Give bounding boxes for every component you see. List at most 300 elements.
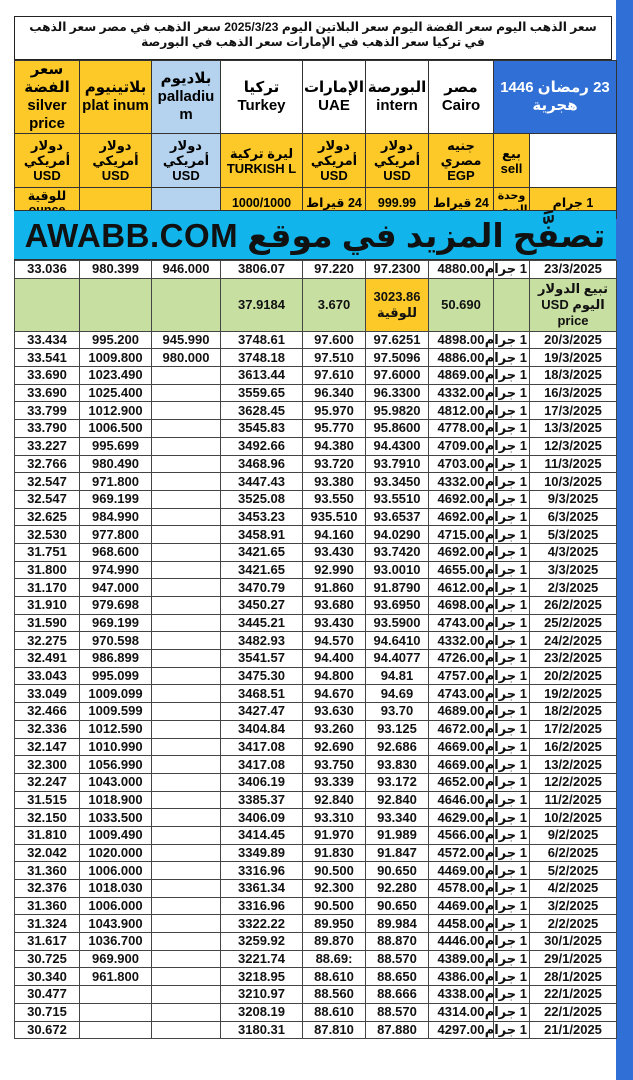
cell-bourse: 93.340 [366, 809, 429, 827]
cell-uae: 92.300 [303, 880, 366, 898]
cell-bourse: 94.4300 [366, 437, 429, 455]
header-palladium: بلاديوم palladiu m [152, 61, 221, 134]
cell-silver: 30.477 [15, 986, 80, 1004]
currency-bourse: دولار أمريكي USD [366, 134, 429, 188]
cell-palladium [152, 915, 221, 933]
cell-turkey: 3361.34 [221, 880, 303, 898]
cell-unit: 1 جرام [494, 331, 530, 349]
cell-bourse: 91.8790 [366, 579, 429, 597]
cell-palladium [152, 437, 221, 455]
cell-uae: 93.750 [303, 756, 366, 774]
cell-turkey: 3470.79 [221, 579, 303, 597]
cell-uae: 94.400 [303, 650, 366, 668]
cell-unit: 1 جرام [494, 915, 530, 933]
unit-bourse: 999.99 [366, 188, 429, 219]
cell-silver: 33.541 [15, 349, 80, 367]
header-silver: سعر الفضة silver price [15, 61, 80, 134]
table-row [15, 1021, 617, 1039]
cell-cairo: 4655.00 [429, 561, 494, 579]
cell-bourse: 88.870 [366, 933, 429, 951]
cell-turkey: 3406.19 [221, 773, 303, 791]
cell-date: 23/3/2025 [530, 261, 617, 279]
cell-date: 9/2/2025 [530, 826, 617, 844]
table-row [15, 791, 617, 809]
cell-platinum: 1018.900 [80, 791, 152, 809]
cell-turkey: 3417.08 [221, 738, 303, 756]
cell-date: 13/2/2025 [530, 756, 617, 774]
cell-silver: 33.434 [15, 331, 80, 349]
cell-turkey: 3421.65 [221, 561, 303, 579]
cell-turkey: 3427.47 [221, 703, 303, 721]
cell-cairo: 4314.00 [429, 1003, 494, 1021]
cell-palladium [152, 933, 221, 951]
cell-turkey: 3208.19 [221, 1003, 303, 1021]
table-row [15, 950, 617, 968]
cell-palladium [152, 561, 221, 579]
cell-date: 19/3/2025 [530, 349, 617, 367]
cell-date: 12/3/2025 [530, 437, 617, 455]
cell-bourse: 89.984 [366, 915, 429, 933]
cell-uae: 94.380 [303, 437, 366, 455]
cell-bourse: 93.6537 [366, 508, 429, 526]
cell-cairo: 4566.00 [429, 826, 494, 844]
cell-platinum: 961.800 [80, 968, 152, 986]
cell-silver: 31.617 [15, 933, 80, 951]
table-row [15, 508, 617, 526]
cell-platinum: 977.800 [80, 526, 152, 544]
cell-uae: 93.430 [303, 543, 366, 561]
cell-uae: 94.160 [303, 526, 366, 544]
cell-unit: 1 جرام [494, 826, 530, 844]
cell-bourse: 94.0290 [366, 526, 429, 544]
cell-silver: 31.590 [15, 614, 80, 632]
cell-unit: 1 جرام [494, 597, 530, 615]
cell-palladium [152, 1021, 221, 1039]
cell-cairo: 4689.00 [429, 703, 494, 721]
cell-bourse: 97.2300 [366, 261, 429, 279]
cell-silver: 33.043 [15, 667, 80, 685]
cell-palladium [152, 968, 221, 986]
cell-silver: 31.800 [15, 561, 80, 579]
cell-palladium [152, 826, 221, 844]
cell-platinum: 1012.900 [80, 402, 152, 420]
cell-cairo: 4669.00 [429, 756, 494, 774]
cell-date: 30/1/2025 [530, 933, 617, 951]
cell-cairo: 4646.00 [429, 791, 494, 809]
cell-turkey: 3559.65 [221, 384, 303, 402]
cell-uae: 95.770 [303, 420, 366, 438]
cell-bourse: 94.6410 [366, 632, 429, 650]
cell-bourse: 96.3300 [366, 384, 429, 402]
usd-price-cairo: 50.690 [429, 278, 494, 331]
cell-uae: 89.950 [303, 915, 366, 933]
cell-platinum: 1006.000 [80, 862, 152, 880]
unit-cairo: 24 قيراط [429, 188, 494, 219]
currency-palladium: دولار أمريكي USD [152, 134, 221, 188]
cell-bourse: 94.81 [366, 667, 429, 685]
table-row [15, 933, 617, 951]
cell-palladium [152, 367, 221, 385]
currency-turkey: ليرة تركية TURKISH L [221, 134, 303, 188]
cell-platinum [80, 986, 152, 1004]
cell-unit: 1 جرام [494, 968, 530, 986]
cell-cairo: 4332.00 [429, 384, 494, 402]
cell-palladium [152, 490, 221, 508]
cell-unit: 1 جرام [494, 933, 530, 951]
cell-cairo: 4886.00 [429, 349, 494, 367]
header-uae: الإمارات UAE [303, 61, 366, 134]
cell-date: 20/3/2025 [530, 331, 617, 349]
cell-turkey: 3450.27 [221, 597, 303, 615]
cell-palladium [152, 862, 221, 880]
cell-bourse: 87.880 [366, 1021, 429, 1039]
cell-unit: 1 جرام [494, 667, 530, 685]
cell-turkey: 3453.23 [221, 508, 303, 526]
cell-turkey: 3445.21 [221, 614, 303, 632]
cell-unit: 1 جرام [494, 543, 530, 561]
cell-silver: 32.336 [15, 720, 80, 738]
table-row [15, 844, 617, 862]
cell-silver: 33.049 [15, 685, 80, 703]
page-title: سعر الذهب اليوم سعر الفضة اليوم سعر البلاتين اليوم 2025/3/23 سعر الذهب في مصر سعر الذهب في تركيا سعر الذهب في الإمارات سعر الذهب في البورصة [14, 16, 612, 60]
cell-cairo: 4338.00 [429, 986, 494, 1004]
cell-unit: 1 جرام [494, 402, 530, 420]
cell-uae: 89.870 [303, 933, 366, 951]
cell-bourse: 95.9820 [366, 402, 429, 420]
table-row [15, 331, 617, 349]
unit-silver: للوقية [15, 188, 80, 219]
cell-platinum: 1009.490 [80, 826, 152, 844]
cell-uae: 91.830 [303, 844, 366, 862]
cell-cairo: 4332.00 [429, 632, 494, 650]
cell-platinum: 995.099 [80, 667, 152, 685]
cell-date: 16/2/2025 [530, 738, 617, 756]
cell-bourse: 93.6950 [366, 597, 429, 615]
cell-cairo: 4469.00 [429, 862, 494, 880]
cell-silver: 32.530 [15, 526, 80, 544]
header-cairo: مصر Cairo [429, 61, 494, 134]
table-row [15, 402, 617, 420]
cell-platinum: 1018.030 [80, 880, 152, 898]
cell-platinum: 995.699 [80, 437, 152, 455]
cell-uae: 92.690 [303, 738, 366, 756]
cell-turkey: 3385.37 [221, 791, 303, 809]
cell-uae: 97.610 [303, 367, 366, 385]
cell-date: 12/2/2025 [530, 773, 617, 791]
cell-turkey: 3468.51 [221, 685, 303, 703]
cell-unit: 1 جرام [494, 614, 530, 632]
cell-date: 23/2/2025 [530, 650, 617, 668]
cell-bourse: 93.3450 [366, 473, 429, 491]
cell-unit: 1 جرام [494, 862, 530, 880]
usd-price-unit [494, 278, 530, 331]
cell-date: 29/1/2025 [530, 950, 617, 968]
cell-platinum: 1056.990 [80, 756, 152, 774]
cell-palladium: 945.990 [152, 331, 221, 349]
cell-silver: 32.547 [15, 473, 80, 491]
cell-silver: 30.725 [15, 950, 80, 968]
header-hijri-date: 23 رمضان 1446 هجرية [494, 61, 617, 134]
cell-platinum [80, 1021, 152, 1039]
cell-bourse: 93.7420 [366, 543, 429, 561]
cell-platinum: 979.698 [80, 597, 152, 615]
cell-platinum: 1043.000 [80, 773, 152, 791]
cell-silver: 31.910 [15, 597, 80, 615]
cell-unit: 1 جرام [494, 756, 530, 774]
cell-cairo: 4692.00 [429, 508, 494, 526]
cell-uae: 93.630 [303, 703, 366, 721]
cell-unit: 1 جرام [494, 703, 530, 721]
cell-cairo: 4652.00 [429, 773, 494, 791]
cell-platinum: 995.200 [80, 331, 152, 349]
header-row-currencies [15, 134, 617, 188]
table-row [15, 915, 617, 933]
table-row [15, 526, 617, 544]
cell-unit: 1 جرام [494, 791, 530, 809]
cell-silver: 33.690 [15, 367, 80, 385]
cell-platinum: 970.598 [80, 632, 152, 650]
cell-silver: 33.036 [15, 261, 80, 279]
table-row [15, 384, 617, 402]
usd-price-silver [15, 278, 80, 331]
cell-turkey: 3482.93 [221, 632, 303, 650]
cell-palladium [152, 455, 221, 473]
header-blank-cell [530, 134, 617, 188]
cell-turkey: 3458.91 [221, 526, 303, 544]
cell-unit: 1 جرام [494, 1003, 530, 1021]
cell-uae: 88.610 [303, 1003, 366, 1021]
table-row [15, 773, 617, 791]
usd-price-palladium [152, 278, 221, 331]
cell-date: 19/2/2025 [530, 685, 617, 703]
cell-unit: 1 جرام [494, 561, 530, 579]
cell-date: 9/3/2025 [530, 490, 617, 508]
cell-silver: 33.799 [15, 402, 80, 420]
price-table-body [15, 261, 617, 1039]
cell-palladium [152, 720, 221, 738]
unit-label: وحدة [494, 188, 530, 219]
cell-platinum: 980.399 [80, 261, 152, 279]
usd-price-platinum [80, 278, 152, 331]
cell-turkey: 3613.44 [221, 367, 303, 385]
cell-palladium: 946.000 [152, 261, 221, 279]
table-row [15, 579, 617, 597]
cell-cairo: 4578.00 [429, 880, 494, 898]
cell-cairo: 4389.00 [429, 950, 494, 968]
usd-price-bourse: 3023.86 للوقية [366, 278, 429, 331]
cell-unit: 1 جرام [494, 632, 530, 650]
cell-date: 26/2/2025 [530, 597, 617, 615]
cell-platinum: 1010.990 [80, 738, 152, 756]
cell-cairo: 4778.00 [429, 420, 494, 438]
cell-silver: 31.810 [15, 826, 80, 844]
currency-uae: دولار أمريكي USD [303, 134, 366, 188]
cell-uae: 96.340 [303, 384, 366, 402]
table-row [15, 437, 617, 455]
cell-cairo: 4692.00 [429, 543, 494, 561]
cell-bourse: 93.7910 [366, 455, 429, 473]
cell-silver: 32.491 [15, 650, 80, 668]
cell-silver: 32.147 [15, 738, 80, 756]
cell-unit: 1 جرام [494, 1021, 530, 1039]
cell-palladium [152, 773, 221, 791]
cell-date: 28/1/2025 [530, 968, 617, 986]
cell-uae: 93.720 [303, 455, 366, 473]
cell-cairo: 4386.00 [429, 968, 494, 986]
cell-unit: 1 جرام [494, 261, 530, 279]
cell-date: 10/3/2025 [530, 473, 617, 491]
table-row [15, 703, 617, 721]
cell-turkey: 3221.74 [221, 950, 303, 968]
cell-turkey: 3417.08 [221, 756, 303, 774]
cell-bourse: 93.70 [366, 703, 429, 721]
cell-silver: 30.340 [15, 968, 80, 986]
cell-platinum: 1036.700 [80, 933, 152, 951]
cell-date: 21/1/2025 [530, 1021, 617, 1039]
cell-bourse: 93.830 [366, 756, 429, 774]
cell-bourse: 92.280 [366, 880, 429, 898]
cell-date: 17/3/2025 [530, 402, 617, 420]
cell-turkey: 3316.96 [221, 862, 303, 880]
cell-cairo: 4572.00 [429, 844, 494, 862]
cell-turkey: 3748.61 [221, 331, 303, 349]
cell-bourse: 94.69 [366, 685, 429, 703]
cell-date: 6/3/2025 [530, 508, 617, 526]
cell-platinum: 1009.599 [80, 703, 152, 721]
cell-palladium [152, 508, 221, 526]
cell-unit: 1 جرام [494, 738, 530, 756]
cell-silver: 32.466 [15, 703, 80, 721]
cell-platinum: 947.000 [80, 579, 152, 597]
cell-platinum: 986.899 [80, 650, 152, 668]
cell-palladium [152, 650, 221, 668]
table-row [15, 968, 617, 986]
cell-bourse: 93.5510 [366, 490, 429, 508]
cell-date: 2/2/2025 [530, 915, 617, 933]
cell-uae: 90.500 [303, 897, 366, 915]
cell-turkey: 3468.96 [221, 455, 303, 473]
cell-date: 4/2/2025 [530, 880, 617, 898]
cell-unit: 1 جرام [494, 844, 530, 862]
cell-cairo: 4332.00 [429, 473, 494, 491]
cell-unit: 1 جرام [494, 650, 530, 668]
cell-bourse: 90.650 [366, 897, 429, 915]
cell-palladium: 980.000 [152, 349, 221, 367]
cell-date: 18/3/2025 [530, 367, 617, 385]
cell-platinum: 1006.000 [80, 897, 152, 915]
header-row-markets [15, 61, 617, 134]
cell-date: 22/1/2025 [530, 986, 617, 1004]
cell-turkey: 3349.89 [221, 844, 303, 862]
cell-uae: 93.430 [303, 614, 366, 632]
cell-unit: 1 جرام [494, 367, 530, 385]
cell-cairo: 4698.00 [429, 597, 494, 615]
table-row [15, 650, 617, 668]
cell-unit: 1 جرام [494, 437, 530, 455]
cell-cairo: 4703.00 [429, 455, 494, 473]
cell-date: 3/2/2025 [530, 897, 617, 915]
cell-date: 16/3/2025 [530, 384, 617, 402]
cell-unit: 1 جرام [494, 473, 530, 491]
right-edge-bar [616, 0, 633, 1080]
cell-silver: 32.376 [15, 880, 80, 898]
cell-silver: 32.247 [15, 773, 80, 791]
cell-turkey: 3748.18 [221, 349, 303, 367]
cell-turkey: 3628.45 [221, 402, 303, 420]
cell-unit: 1 جرام [494, 950, 530, 968]
cell-palladium [152, 402, 221, 420]
cell-date: 25/2/2025 [530, 614, 617, 632]
table-row [15, 261, 617, 279]
table-row [15, 738, 617, 756]
header-turkey: تركيا Turkey [221, 61, 303, 134]
cell-cairo: 4669.00 [429, 738, 494, 756]
cell-silver: 31.360 [15, 897, 80, 915]
cell-turkey: 3180.31 [221, 1021, 303, 1039]
cell-uae: 93.380 [303, 473, 366, 491]
cell-unit: 1 جرام [494, 490, 530, 508]
cell-uae: 90.500 [303, 862, 366, 880]
cell-platinum: 1012.590 [80, 720, 152, 738]
cell-unit: 1 جرام [494, 349, 530, 367]
cell-bourse: 93.0010 [366, 561, 429, 579]
cell-cairo: 4629.00 [429, 809, 494, 827]
cell-cairo: 4458.00 [429, 915, 494, 933]
cell-cairo: 4469.00 [429, 897, 494, 915]
cell-platinum: 984.990 [80, 508, 152, 526]
currency-silver: دولار أمريكي USD [15, 134, 80, 188]
cell-turkey: 3259.92 [221, 933, 303, 951]
cell-platinum: 1009.800 [80, 349, 152, 367]
table-row [15, 720, 617, 738]
cell-turkey: 3541.57 [221, 650, 303, 668]
cell-uae: 94.800 [303, 667, 366, 685]
cell-platinum: 1025.400 [80, 384, 152, 402]
cell-uae: 93.260 [303, 720, 366, 738]
cell-date: 3/3/2025 [530, 561, 617, 579]
website-banner: تصفَّح المزيد في موقع AWABB.COM [14, 210, 616, 260]
cell-silver: 33.790 [15, 420, 80, 438]
cell-date: 22/1/2025 [530, 1003, 617, 1021]
cell-date: 20/2/2025 [530, 667, 617, 685]
cell-uae: 97.510 [303, 349, 366, 367]
cell-silver: 33.690 [15, 384, 80, 402]
cell-uae: 88.610 [303, 968, 366, 986]
cell-silver: 30.715 [15, 1003, 80, 1021]
cell-silver: 31.324 [15, 915, 80, 933]
cell-turkey: 3406.09 [221, 809, 303, 827]
sell-label: بيع sell [494, 134, 530, 188]
cell-date: 17/2/2025 [530, 720, 617, 738]
cell-silver: 32.766 [15, 455, 80, 473]
cell-cairo: 4898.00 [429, 331, 494, 349]
cell-bourse: 88.570 [366, 950, 429, 968]
cell-palladium [152, 809, 221, 827]
cell-uae: 93.310 [303, 809, 366, 827]
table-row [15, 826, 617, 844]
cell-bourse: 92.840 [366, 791, 429, 809]
cell-silver: 32.625 [15, 508, 80, 526]
cell-cairo: 4446.00 [429, 933, 494, 951]
cell-turkey: 3806.07 [221, 261, 303, 279]
table-row [15, 756, 617, 774]
cell-palladium [152, 384, 221, 402]
cell-unit: 1 جرام [494, 508, 530, 526]
cell-uae: 91.970 [303, 826, 366, 844]
cell-uae: 92.990 [303, 561, 366, 579]
cell-uae: 93.550 [303, 490, 366, 508]
usd-price-label: تبيع الدولار اليوم USD price [530, 278, 617, 331]
